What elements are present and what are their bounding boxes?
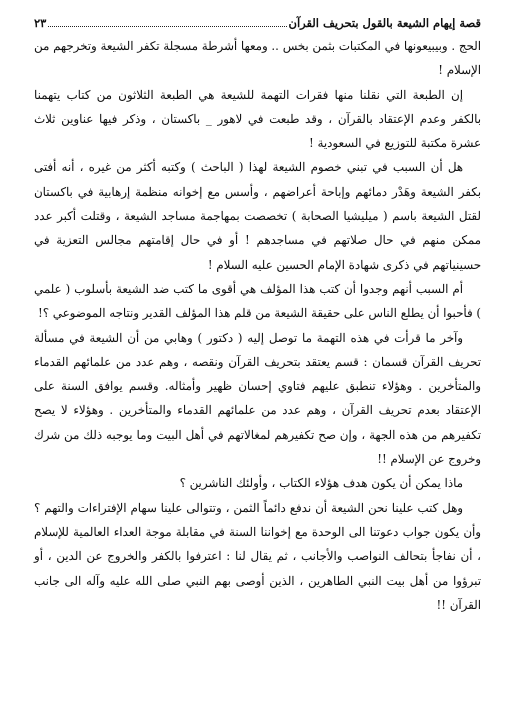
paragraph: ماذا يمكن أن يكون هدف هؤلاء الكتاب ، وأولئك الناشرين ؟ — [179, 476, 463, 491]
paragraph: إن الطبعة التي نقلنا منها فقرات التهمة للشيعة هي الطبعة الثلاثون من كتاب يتهمنا بالكفر وعدم الإعتقاد بالقرآن ، وقد طبعت في لاهور _ باكستان ، وذكر فيها عناوين ثلاث عشرة مكتبة للتوزيع في السعودية ! — [34, 87, 481, 151]
page-number: ٢٣ — [34, 16, 47, 30]
paragraph: وآخر ما قرأت في هذه التهمة ما توصل إليه ( دكتور ) وهابي من أن الشيعة في مسألة تحريف القرآن قسمان : قسم يعتقد بتحريف القرآن ونقصه ، وهم عدد من علمائهم القدماء والمتأخرين . وهؤلاء تنطبق عليهم فتاوي إحسان ظهير وأمثاله. وقسم يوافق السنة على الإعتقاد بعدم تحريف القرآن ، وهم عدد من علمائهم القدماء والمتأخرين . وهؤلاء لا يصح تكفيرهم من هذه الجهة ، وإن صح تكفيرهم لمغالاتهم في أهل البيت وما يوجبه ذلك من شرك وخروج عن الإسلام !! — [34, 330, 481, 467]
running-header — [34, 8, 481, 30]
paragraph: الحج . وبيبيعونها في المكتبات بثمن بخس .. ومعها أشرطة مسجلة تكفر الشيعة وتخرجهم من الإسلام ! — [34, 39, 481, 78]
header-title: قصة إيهام الشيعة بالقول بتحريف القرآن — [288, 16, 481, 30]
paragraph: هل أن السبب في تبني خصوم الشيعة لهذا ( الباحث ) وكتبه أكثر من غيره ، أنه أفتى بكفر الشيعة وهَدْر دمائهم وإباحة أعراضهم ، وأسس مع إخوانه منظمة إرهابية في باكستان لقتل الشيعة باسم ( ميليشيا الصحابة ) تخصصت بمهاجمة مساجد الشيعة ، وقتلت أكبر عدد ممكن منهم في حال صلاتهم في مساجدهم ! أو في حال إقامتهم مجالس التعزية في حسينياتهم في ذكرى شهادة الإمام الحسين عليه السلام ! — [34, 160, 481, 272]
paragraph: أم السبب أنهم وجدوا أن كتب هذا المؤلف هي أقوى ما كتب ضد الشيعة بأسلوب ( علمي ) فأحبوا أن يطلع الناس على حقيقة الشيعة من قلم هذا المؤلف القدير ونتاجه الموضوعي ؟! — [34, 281, 481, 321]
paragraph: وهل كتب علينا نحن الشيعة أن ندفع دائماً الثمن ، وتتوالى علينا سهام الإفتراءات والتهم ؟ وأن يكون جواب دعوتنا الى الوحدة مع إخواننا السنة في مقابلة موجة العداء العالمية للإسلام ، أن نفاجأ بتحالف النواصب والأجانب ، ثم يقال لنا : اعترفوا بالكفر والخروج عن الدين ، أو تبرؤوا من أهل بيت النبي الطاهرين ، الذين أوصى بهم النبي صلى الله عليه وآله الى جانب القرآن !! — [34, 500, 481, 612]
body-text — [34, 34, 481, 617]
header-leader-dots — [48, 25, 286, 27]
